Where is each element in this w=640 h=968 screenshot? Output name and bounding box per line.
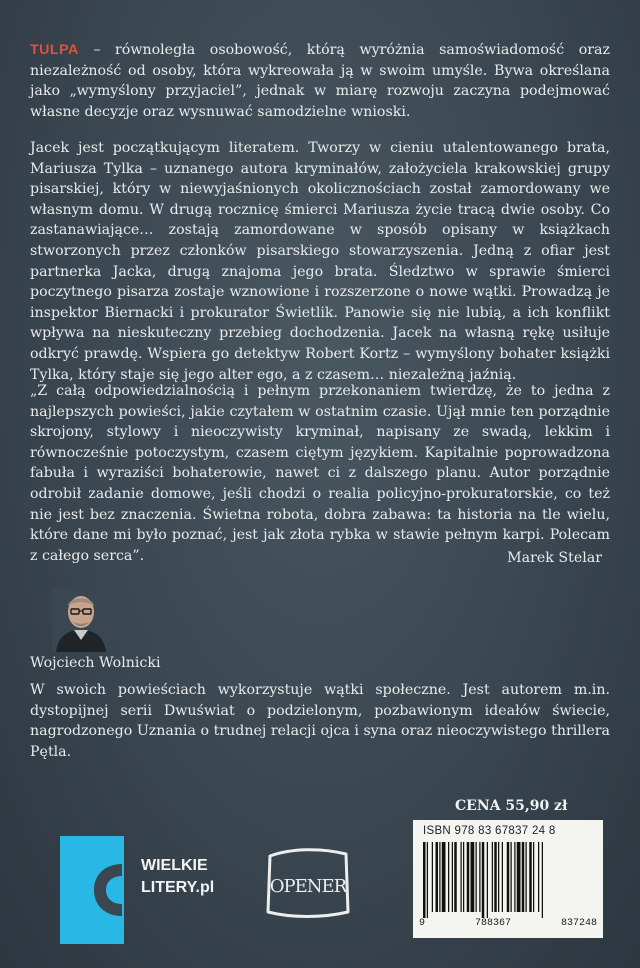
price-label: CENA 55,90 zł [455, 798, 568, 814]
barcode-bar [436, 842, 439, 912]
author-photo [52, 588, 110, 652]
barcode-digit-group: 788367 [474, 918, 511, 929]
barcode-bar [514, 842, 515, 912]
barcode-bar [502, 842, 503, 912]
barcode-bar [482, 842, 485, 918]
barcode-bar [461, 842, 462, 912]
isbn-text: ISBN 978 83 67837 24 8 [423, 825, 556, 837]
barcode-bar [432, 842, 433, 912]
barcode-digit-group: 837248 [560, 918, 597, 929]
publisher-name [141, 855, 214, 899]
synopsis-text: Jacek jest początkującym literatem. Tworzy w cieniu utalentowanego brata, Mariusza Tylka – uznanego autora kryminałów, założyciela krakowskiej grupy pisarskiej, który w niewyjaśnionych okolicznościach został zamordowany we własnym domu. W drugą rocznicę śmierci Mariusza życie tracą dwie osoby. Co zastanawiające… zostają zamordowane w sposób opisany w książkach stworzonych przez członków pisarskiego stowarzyszenia. Jedną z ofiar jest partnerka Jacka, drugą znajoma jego brata. Śledztwo w sprawie śmierci poczytnego pisarza zostaje wznowione i rozszerzone o nowe wątki. Prowadzą je inspektor Biernacki i prokurator Świetlik. Panowie się nie lubią, a ich konflikt wpływa na nieskuteczny przebieg dochodzenia. Jacek na własną rękę usiłuje odkryć prawdę. Wspiera go detektyw Robert Kortz – wymyślony bohater książki Tylka, który staje się jego alter ego, a z czasem… niezależną jaźnią. [30, 140, 610, 383]
barcode-bar [476, 842, 477, 912]
imprint-name: OPENER [269, 876, 347, 897]
publisher-name-line1: WIELKIE [141, 857, 208, 874]
barcode-bar [517, 842, 521, 912]
author-bio [30, 680, 610, 762]
barcode-bar [454, 842, 457, 912]
barcode-bar [492, 842, 493, 912]
barcode-bar [542, 842, 543, 918]
barcode-bar [427, 842, 428, 918]
barcode-bar [522, 842, 525, 912]
review-quote [30, 381, 610, 566]
barcode-bar [498, 842, 499, 912]
barcode-bar [507, 842, 510, 912]
barcode-image [421, 842, 595, 918]
barcode-bar [439, 842, 440, 912]
tulpa-definition [30, 40, 610, 122]
barcode-digit-group: 9 [419, 918, 426, 929]
author-bio-text: W swoich powieściach wykorzystuje wątki społeczne. Jest autorem m.in. dystopijnej serii Dwuświat o podzielonym, pozbawionym ideałów świecie, nagrodzonego Uznania o trudnej relacji ojca i syna oraz nieoczywistego thrillera Pętla. [30, 682, 610, 760]
barcode-bar [463, 842, 464, 912]
barcode-bar [533, 842, 534, 912]
barcode-panel [413, 820, 603, 938]
barcode-bar [448, 842, 449, 912]
tulpa-keyword: TULPA [30, 42, 79, 58]
definition-text: – równoległa osobowość, którą wyróżnia samoświadomość oraz niezależność od osoby, która wykreowała ją w swoim umyśle. Bywa określana jako „wymyślony przyjaciel”, jednak w miarę rozwoju zaczyna podejmować własne decyzje oraz wysnuwać samodzielne wnioski. [30, 42, 610, 120]
barcode-bar [538, 842, 539, 912]
publisher-name-line2: LITERY.pl [141, 879, 215, 896]
barcode-bar [479, 842, 480, 912]
barcode-bar [494, 842, 497, 912]
publisher-logo-icon [60, 836, 124, 944]
barcode-bar [487, 842, 488, 918]
barcode-bar [467, 842, 470, 912]
quote-author: Marek Stelar [507, 550, 602, 566]
barcode-bar [511, 842, 512, 912]
synopsis [30, 138, 610, 385]
barcode-digits [419, 918, 597, 929]
barcode-bar [529, 842, 532, 912]
barcode-bar [526, 842, 527, 912]
imprint-logo [262, 846, 352, 922]
barcode-bar [442, 842, 446, 912]
barcode-bar [452, 842, 453, 912]
barcode-bar [423, 842, 426, 918]
quote-text: „Z całą odpowiedzialnością i pełnym przekonaniem twierdzę, że to jedna z najlepszych powieści, jakie czytałem w ostatnim czasie. Ujął mnie ten porządnie skrojony, stylowy i nieoczywisty kryminał, napisany ze swadą, lekkim i równocześnie potoczystym, czasem ciętym językiem. Kapitalnie poprowadzona fabuła i wyraziści bohaterowie, nawet ci z dalszego planu. Autor porządnie odrobił zadanie domowe, jeśli chodzi o realia policyjno-prokuratorskie, co też nie jest bez znaczenia. Świetna robota, dobra zabawa: ta historia na tle wielu, które dane mi było poznać, jest jak złota rybka w stawie pełnym karpi. Polecam z całego serca”. [30, 383, 610, 564]
author-name: Wojciech Wolnicki [30, 655, 161, 671]
barcode-bar [471, 842, 475, 912]
